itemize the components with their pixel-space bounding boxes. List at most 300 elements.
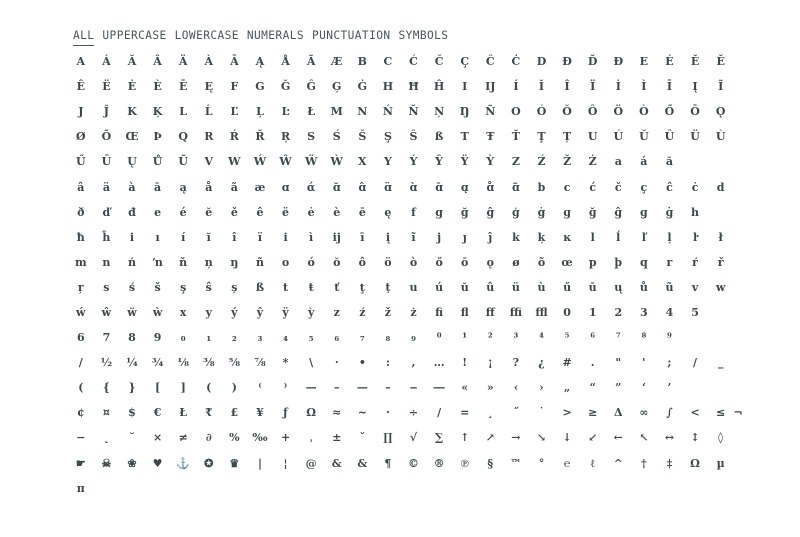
glyph-cell[interactable]: | xyxy=(257,456,262,470)
glyph-cell[interactable]: Ï xyxy=(590,80,596,94)
glyph-cell[interactable]: ŋ xyxy=(230,255,239,269)
glyph-cell[interactable]: — xyxy=(356,381,368,395)
glyph-cell[interactable]: Ó xyxy=(536,105,547,119)
glyph-cell[interactable]: ⁽ xyxy=(258,381,262,395)
glyph-cell[interactable]: ŏ xyxy=(333,255,341,269)
glyph-cell[interactable]: ỳ xyxy=(307,305,315,319)
glyph-cell[interactable]: ± xyxy=(332,431,342,445)
glyph-cell[interactable]: = xyxy=(460,406,470,420)
glyph-cell[interactable]: Œ xyxy=(125,130,139,144)
glyph-cell[interactable]: Ù xyxy=(715,130,726,144)
glyph-cell[interactable]: @ xyxy=(305,456,317,470)
glyph-cell[interactable]: Ñ xyxy=(485,105,496,119)
glyph-cell[interactable]: ˇ xyxy=(359,431,366,445)
glyph-cell[interactable]: Č xyxy=(434,55,444,69)
glyph-cell[interactable]: ₉ xyxy=(411,331,416,345)
glyph-cell[interactable]: L xyxy=(179,105,188,119)
glyph-cell[interactable]: § xyxy=(487,456,494,470)
glyph-cell[interactable]: Ł xyxy=(179,406,188,420)
glyph-cell[interactable]: ò xyxy=(409,255,418,269)
glyph-cell[interactable]: ť xyxy=(334,280,340,294)
glyph-cell[interactable]: ā xyxy=(154,180,162,194)
glyph-cell[interactable]: Ỳ xyxy=(486,155,495,169)
glyph-cell[interactable]: ã xyxy=(230,180,238,194)
glyph-cell[interactable]: Ĝ xyxy=(306,80,316,94)
glyph-cell[interactable]: Ö xyxy=(613,105,624,119)
glyph-cell[interactable]: e xyxy=(154,205,162,219)
glyph-cell[interactable]: ï xyxy=(257,230,263,244)
glyph-cell[interactable]: Ω xyxy=(690,456,700,470)
glyph-cell[interactable]: Δ xyxy=(613,406,623,420)
glyph-cell[interactable]: · xyxy=(386,406,390,420)
glyph-cell[interactable]: ɡ xyxy=(563,205,571,219)
glyph-cell[interactable]: ˘ xyxy=(129,431,135,445)
glyph-cell[interactable]: … xyxy=(433,356,445,370)
glyph-cell[interactable]: ș xyxy=(231,280,238,294)
glyph-cell[interactable]: Ą xyxy=(255,55,265,69)
glyph-cell[interactable]: ĕ xyxy=(205,205,213,219)
glyph-cell[interactable]: „ xyxy=(563,381,571,395)
glyph-cell[interactable]: ✪ xyxy=(204,456,214,470)
glyph-cell[interactable]: ħ xyxy=(76,230,85,244)
glyph-cell[interactable]: € xyxy=(153,406,162,420)
glyph-cell[interactable]: À xyxy=(204,55,214,69)
glyph-cell[interactable]: ↙ xyxy=(588,431,598,445)
glyph-cell[interactable]: Ů xyxy=(152,155,163,169)
glyph-cell[interactable]: ₃ xyxy=(257,331,263,345)
glyph-cell[interactable]: – xyxy=(333,381,340,395)
glyph-cell[interactable]: ↔ xyxy=(664,431,675,445)
glyph-cell[interactable]: ↘ xyxy=(536,431,547,445)
glyph-cell[interactable]: ☠ xyxy=(101,456,112,470)
glyph-cell[interactable]: ℓ xyxy=(590,456,595,470)
tab-symbols[interactable]: SYMBOLS xyxy=(398,29,449,42)
glyph-cell[interactable]: ❀ xyxy=(127,456,137,470)
glyph-cell[interactable]: c xyxy=(563,180,571,194)
glyph-cell[interactable]: > xyxy=(562,406,572,420)
glyph-cell[interactable]: Ľ xyxy=(230,105,239,119)
glyph-cell[interactable]: Á xyxy=(102,55,111,69)
glyph-cell[interactable]: ẅ xyxy=(127,305,137,319)
glyph-cell[interactable]: ≠ xyxy=(178,431,188,445)
glyph-cell[interactable]: U xyxy=(587,130,598,144)
glyph-cell[interactable]: ŗ xyxy=(77,280,84,294)
glyph-cell[interactable]: r xyxy=(666,255,673,269)
glyph-cell[interactable]: ﬄ xyxy=(535,305,548,319)
glyph-cell[interactable]: N xyxy=(357,105,368,119)
glyph-cell[interactable]: Å xyxy=(281,55,290,69)
glyph-cell[interactable]: Ź xyxy=(537,155,546,169)
glyph-cell[interactable]: n xyxy=(102,255,111,269)
glyph-cell[interactable]: ‰ xyxy=(252,431,268,445)
glyph-cell[interactable]: p xyxy=(588,255,597,269)
tab-uppercase[interactable]: UPPERCASE xyxy=(102,29,167,42)
glyph-cell[interactable]: t xyxy=(283,280,289,294)
glyph-cell[interactable]: , xyxy=(411,356,416,370)
glyph-cell[interactable]: Ő xyxy=(664,105,675,119)
glyph-cell[interactable]: Ã xyxy=(306,55,316,69)
glyph-cell[interactable]: ₇ xyxy=(359,331,365,345)
glyph-cell[interactable]: ĉ xyxy=(666,180,673,194)
glyph-cell[interactable]: 4 xyxy=(665,305,674,319)
glyph-cell[interactable]: Û xyxy=(664,130,675,144)
glyph-cell[interactable]: B xyxy=(357,55,367,69)
glyph-cell[interactable]: é xyxy=(179,205,187,219)
glyph-cell[interactable]: Ļ xyxy=(256,105,264,119)
glyph-cell[interactable]: ∂ xyxy=(205,431,212,445)
glyph-cell[interactable]: ĵ xyxy=(488,230,493,244)
glyph-cell[interactable]: * xyxy=(282,356,289,370)
glyph-cell[interactable]: Ð xyxy=(562,55,572,69)
glyph-cell[interactable]: d xyxy=(716,180,725,194)
glyph-cell[interactable]: İ xyxy=(615,80,621,94)
tab-all[interactable]: ALL xyxy=(73,29,94,46)
glyph-cell[interactable]: Q xyxy=(178,130,188,144)
glyph-cell[interactable]: ñ xyxy=(255,255,264,269)
glyph-cell[interactable]: 1 xyxy=(588,305,597,319)
glyph-cell[interactable]: ³ xyxy=(513,331,519,345)
glyph-cell[interactable]: I xyxy=(462,80,468,94)
glyph-cell[interactable]: ₀ xyxy=(180,331,186,345)
glyph-cell[interactable]: Ĥ xyxy=(433,80,445,94)
glyph-cell[interactable]: u xyxy=(409,280,418,294)
glyph-cell[interactable]: ˙ xyxy=(538,406,545,420)
glyph-cell[interactable]: h xyxy=(691,205,700,219)
glyph-cell[interactable]: œ xyxy=(561,255,573,269)
glyph-cell[interactable]: Æ xyxy=(331,55,343,69)
glyph-cell[interactable]: w xyxy=(715,280,726,294)
glyph-cell[interactable]: ™ xyxy=(510,456,522,470)
glyph-cell[interactable]: Ŗ xyxy=(280,130,291,144)
glyph-cell[interactable]: ; xyxy=(667,356,672,370)
glyph-cell[interactable]: È xyxy=(153,80,162,94)
glyph-cell[interactable]: ﬀ xyxy=(485,305,495,319)
glyph-cell[interactable]: ř xyxy=(717,255,724,269)
glyph-cell[interactable]: ŧ xyxy=(308,280,314,294)
glyph-cell[interactable]: + xyxy=(280,431,291,445)
glyph-cell[interactable]: V xyxy=(204,155,214,169)
glyph-cell[interactable]: ɡ̆ xyxy=(588,205,597,219)
glyph-cell[interactable]: đ xyxy=(128,205,136,219)
glyph-cell[interactable]: ǫ xyxy=(486,255,494,269)
glyph-cell[interactable]: Ĉ xyxy=(485,55,495,69)
glyph-cell[interactable]: ◊ xyxy=(717,431,724,445)
glyph-cell[interactable]: # xyxy=(562,356,572,370)
glyph-cell[interactable]: ⁴ xyxy=(539,331,544,345)
glyph-cell[interactable]: IJ xyxy=(485,80,496,94)
glyph-cell[interactable]: Õ xyxy=(101,130,112,144)
glyph-cell[interactable]: Ĵ xyxy=(103,105,109,119)
glyph-cell[interactable]: Ĺ xyxy=(204,105,213,119)
glyph-cell[interactable]: ∏ xyxy=(383,431,393,445)
glyph-cell[interactable]: ė xyxy=(307,205,315,219)
glyph-cell[interactable]: ^ xyxy=(613,456,623,470)
glyph-cell[interactable]: × xyxy=(152,431,163,445)
glyph-cell[interactable]: ż xyxy=(410,305,417,319)
glyph-cell[interactable]: ¼ xyxy=(126,356,138,370)
glyph-cell[interactable]: í xyxy=(181,230,186,244)
glyph-cell[interactable]: ¬ xyxy=(733,406,743,420)
glyph-cell[interactable]: o xyxy=(281,255,290,269)
glyph-cell[interactable]: ț xyxy=(385,280,391,294)
glyph-cell[interactable]: 5 xyxy=(691,305,699,319)
glyph-cell[interactable]: ⅞ xyxy=(254,356,266,370)
glyph-cell[interactable]: 7 xyxy=(102,331,111,345)
glyph-cell[interactable]: Ț xyxy=(562,130,572,144)
glyph-cell[interactable]: © xyxy=(408,456,420,470)
glyph-cell[interactable]: ß xyxy=(434,130,444,144)
glyph-cell[interactable]: Z xyxy=(511,155,520,169)
glyph-cell[interactable]: H xyxy=(382,80,394,94)
glyph-cell[interactable]: ŭ xyxy=(460,280,469,294)
glyph-cell[interactable]: ) xyxy=(231,381,237,395)
glyph-cell[interactable]: » xyxy=(486,381,494,395)
glyph-cell[interactable]: x xyxy=(179,305,187,319)
glyph-cell[interactable]: ℗ xyxy=(460,456,469,470)
glyph-cell[interactable]: · xyxy=(334,356,339,370)
glyph-cell[interactable]: Ǫ xyxy=(715,105,726,119)
glyph-cell[interactable]: J xyxy=(78,105,84,119)
glyph-cell[interactable]: ĥ xyxy=(102,230,111,244)
glyph-cell[interactable]: µ xyxy=(716,456,725,470)
glyph-cell[interactable]: ' xyxy=(642,356,646,370)
glyph-cell[interactable]: ẁ xyxy=(152,305,163,319)
glyph-cell[interactable]: Ĩ xyxy=(718,80,724,94)
glyph-cell[interactable]: ū xyxy=(588,280,597,294)
glyph-cell[interactable]: ₁ xyxy=(206,331,212,345)
glyph-cell[interactable]: è xyxy=(333,205,341,219)
glyph-cell[interactable]: & xyxy=(357,456,368,470)
glyph-cell[interactable]: ˝ xyxy=(513,406,519,420)
glyph-cell[interactable]: ﬁ xyxy=(435,305,444,319)
glyph-cell[interactable]: į xyxy=(385,230,391,244)
glyph-cell[interactable]: } xyxy=(128,381,136,395)
glyph-cell[interactable]: " xyxy=(615,356,622,370)
glyph-cell[interactable]: ☛ xyxy=(75,456,86,470)
glyph-cell[interactable]: Ĭ xyxy=(538,80,545,94)
glyph-cell[interactable]: ɑ̨ xyxy=(460,180,469,194)
glyph-cell[interactable]: ĩ xyxy=(411,230,416,244)
tab-lowercase[interactable]: LOWERCASE xyxy=(174,29,239,42)
glyph-cell[interactable]: ∞ xyxy=(639,406,649,420)
glyph-cell[interactable]: ∑ xyxy=(434,431,444,445)
glyph-cell[interactable]: Y xyxy=(383,155,392,169)
glyph-cell[interactable]: ê xyxy=(256,205,264,219)
glyph-cell[interactable]: F xyxy=(230,80,239,94)
glyph-cell[interactable]: Ī xyxy=(666,80,673,94)
glyph-cell[interactable]: ¸ xyxy=(487,406,494,420)
glyph-cell[interactable]: Ğ xyxy=(280,80,291,94)
glyph-cell[interactable]: ş xyxy=(180,280,187,294)
glyph-cell[interactable]: Ď xyxy=(587,55,598,69)
glyph-cell[interactable]: Ģ xyxy=(332,80,342,94)
glyph-cell[interactable]: Ä xyxy=(178,55,188,69)
glyph-cell[interactable]: Ŷ xyxy=(435,155,444,169)
glyph-cell[interactable]: ń xyxy=(127,255,136,269)
glyph-cell[interactable]: Ŝ xyxy=(409,130,418,144)
glyph-cell[interactable]: Ŧ xyxy=(486,130,495,144)
glyph-cell[interactable]: ÿ xyxy=(282,305,289,319)
glyph-cell[interactable]: b xyxy=(537,180,546,194)
glyph-cell[interactable]: ‘ xyxy=(641,381,646,395)
glyph-cell[interactable]: ¹ xyxy=(462,331,468,345)
glyph-cell[interactable]: Ŀ xyxy=(281,105,290,119)
glyph-cell[interactable]: ɡ̇ xyxy=(665,205,674,219)
glyph-cell[interactable]: Ü xyxy=(690,130,700,144)
glyph-cell[interactable]: ˛ xyxy=(103,431,110,445)
glyph-cell[interactable]: Ū xyxy=(101,155,112,169)
glyph-cell[interactable]: â xyxy=(77,180,85,194)
glyph-cell[interactable]: Ê xyxy=(76,80,85,94)
glyph-cell[interactable]: ŉ xyxy=(152,255,164,269)
glyph-cell[interactable]: ĭ xyxy=(206,230,211,244)
glyph-cell[interactable]: T xyxy=(460,130,469,144)
glyph-cell[interactable]: / xyxy=(78,356,83,370)
glyph-cell[interactable]: › xyxy=(539,381,544,395)
glyph-cell[interactable]: ά xyxy=(306,180,316,194)
glyph-cell[interactable]: l xyxy=(590,230,595,244)
glyph-cell[interactable]: ı xyxy=(155,230,160,244)
glyph-cell[interactable]: ˌ xyxy=(309,431,313,445)
glyph-cell[interactable]: ← xyxy=(613,431,623,445)
glyph-cell[interactable]: ę xyxy=(384,205,392,219)
glyph-cell[interactable]: ĝ xyxy=(486,205,495,219)
tab-punctuation[interactable]: PUNCTUATION xyxy=(311,29,391,42)
glyph-cell[interactable]: / xyxy=(437,406,442,420)
glyph-cell[interactable]: Ł xyxy=(307,105,316,119)
glyph-cell[interactable]: ﬂ xyxy=(460,305,469,319)
glyph-cell[interactable]: ß xyxy=(255,280,265,294)
glyph-cell[interactable]: Â xyxy=(153,55,162,69)
glyph-cell[interactable]: ’ xyxy=(667,381,672,395)
glyph-cell[interactable]: { xyxy=(102,381,110,395)
glyph-cell[interactable]: ŀ xyxy=(692,230,698,244)
glyph-cell[interactable]: \ xyxy=(309,356,314,370)
glyph-cell[interactable]: g xyxy=(435,205,443,219)
glyph-cell[interactable]: ð xyxy=(77,205,85,219)
glyph-cell[interactable]: Ú xyxy=(613,130,624,144)
glyph-cell[interactable]: ģ xyxy=(512,205,520,219)
glyph-cell[interactable]: ½ xyxy=(100,356,113,370)
glyph-cell[interactable]: ň xyxy=(179,255,188,269)
glyph-cell[interactable]: ﬃ xyxy=(509,305,523,319)
glyph-cell[interactable]: ↑ xyxy=(460,431,470,445)
glyph-cell[interactable]: S xyxy=(307,130,316,144)
glyph-cell[interactable]: a xyxy=(614,155,622,169)
glyph-cell[interactable]: £ xyxy=(230,406,239,420)
glyph-cell[interactable]: ġ xyxy=(537,205,546,219)
glyph-cell[interactable]: 6 xyxy=(76,331,85,345)
glyph-cell[interactable]: ₆ xyxy=(334,331,340,345)
glyph-cell[interactable]: Ō xyxy=(690,105,700,119)
glyph-cell[interactable]: ë xyxy=(282,205,290,219)
glyph-cell[interactable]: ŷ xyxy=(256,305,264,319)
glyph-cell[interactable]: ć xyxy=(589,180,597,194)
glyph-cell[interactable]: → xyxy=(511,431,521,445)
glyph-cell[interactable]: O xyxy=(511,105,521,119)
glyph-cell[interactable]: Ė xyxy=(127,80,137,94)
glyph-cell[interactable]: à xyxy=(128,180,136,194)
glyph-cell[interactable]: ɑ̄ xyxy=(435,180,443,194)
glyph-cell[interactable]: Ň xyxy=(408,105,419,119)
glyph-cell[interactable]: 2 xyxy=(614,305,623,319)
glyph-cell[interactable]: ɑ̈ xyxy=(384,180,392,194)
glyph-cell[interactable]: Ń xyxy=(382,105,393,119)
glyph-cell[interactable]: Ē xyxy=(178,80,188,94)
glyph-cell[interactable]: 0 xyxy=(563,305,571,319)
glyph-cell[interactable]: ü xyxy=(511,280,520,294)
glyph-cell[interactable]: Ŵ xyxy=(279,155,292,169)
glyph-cell[interactable]: & xyxy=(331,456,342,470)
glyph-cell[interactable]: π xyxy=(76,481,85,495)
glyph-cell[interactable]: Ų xyxy=(127,155,137,169)
glyph-cell[interactable]: ℮ xyxy=(563,456,571,470)
glyph-cell[interactable]: ¶ xyxy=(384,456,392,470)
glyph-cell[interactable]: Ẁ xyxy=(330,155,343,169)
glyph-cell[interactable]: ç xyxy=(640,180,648,194)
glyph-cell[interactable]: û xyxy=(486,280,495,294)
glyph-cell[interactable]: Ω xyxy=(306,406,317,420)
tab-numerals[interactable]: NUMERALS xyxy=(246,29,304,42)
glyph-cell[interactable]: ¾ xyxy=(151,356,164,370)
glyph-cell[interactable]: ― xyxy=(433,381,445,395)
glyph-cell[interactable]: Ħ xyxy=(408,80,419,94)
glyph-cell[interactable]: Ç xyxy=(460,55,470,69)
glyph-cell[interactable]: Ś xyxy=(332,130,341,144)
glyph-cell[interactable]: ‹ xyxy=(513,381,519,395)
glyph-cell[interactable]: Ķ xyxy=(152,105,163,119)
glyph-cell[interactable]: š xyxy=(154,280,161,294)
glyph-cell[interactable]: ² xyxy=(487,331,493,345)
glyph-cell[interactable]: ő xyxy=(435,255,443,269)
glyph-cell[interactable]: † xyxy=(640,456,647,470)
glyph-cell[interactable]: _ xyxy=(717,356,724,370)
glyph-cell[interactable]: ğ xyxy=(460,205,469,219)
glyph-cell[interactable]: ẃ xyxy=(76,305,86,319)
glyph-cell[interactable]: s xyxy=(103,280,110,294)
glyph-cell[interactable]: X xyxy=(358,155,367,169)
glyph-cell[interactable]: ¿ xyxy=(538,356,545,370)
glyph-cell[interactable]: $ xyxy=(128,406,136,420)
glyph-cell[interactable]: ⁸ xyxy=(641,331,647,345)
glyph-cell[interactable]: < xyxy=(690,406,700,420)
glyph-cell[interactable]: ° xyxy=(538,456,545,470)
glyph-cell[interactable]: þ xyxy=(614,255,623,269)
glyph-cell[interactable]: ś xyxy=(128,280,136,294)
glyph-cell[interactable]: Ġ xyxy=(357,80,368,94)
glyph-cell[interactable]: M xyxy=(330,105,343,119)
glyph-cell[interactable]: ľ xyxy=(641,230,646,244)
glyph-cell[interactable]: ž xyxy=(384,305,392,319)
glyph-cell[interactable]: ŵ xyxy=(101,305,112,319)
glyph-cell[interactable]: ( xyxy=(206,381,212,395)
glyph-cell[interactable]: ĺ xyxy=(616,230,621,244)
glyph-cell[interactable]: G xyxy=(255,80,265,94)
glyph-cell[interactable]: î xyxy=(232,230,237,244)
glyph-cell[interactable]: Į xyxy=(692,80,698,94)
glyph-cell[interactable]: : xyxy=(385,356,390,370)
glyph-cell[interactable]: ! xyxy=(462,356,468,370)
glyph-cell[interactable]: Ẃ xyxy=(253,155,267,169)
glyph-cell[interactable]: ₄ xyxy=(283,331,288,345)
glyph-cell[interactable]: • xyxy=(358,356,366,370)
glyph-cell[interactable]: ɡ̧ xyxy=(640,205,648,219)
glyph-cell[interactable]: ø xyxy=(512,255,520,269)
glyph-cell[interactable]: ɑ xyxy=(281,180,290,194)
glyph-cell[interactable]: Ŭ xyxy=(639,130,649,144)
glyph-cell[interactable]: z xyxy=(333,305,340,319)
glyph-cell[interactable]: ⁷ xyxy=(615,331,621,345)
